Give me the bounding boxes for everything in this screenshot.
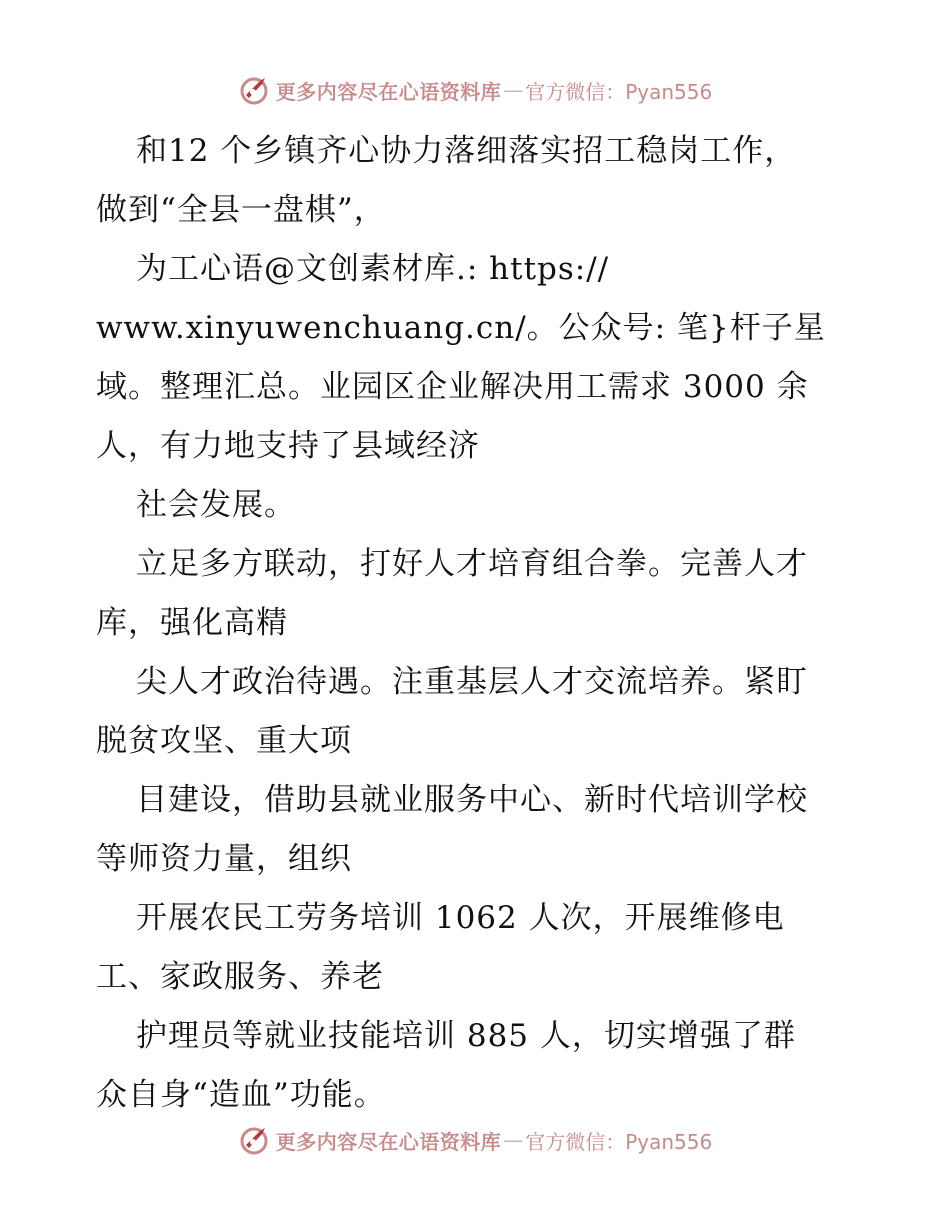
banner-title: 更多内容尽在心语资料库	[275, 1129, 502, 1154]
text-line: 等师资力量，组织	[96, 841, 352, 877]
header-banner	[0, 70, 950, 110]
pen-circle-logo-icon	[238, 1123, 272, 1157]
banner-wechat: 官方微信：Pyan556	[525, 79, 713, 104]
text-line: 立足多方联动，打好人才培育组合拳。完善人才	[136, 546, 808, 582]
text-line: 社会发展。	[136, 487, 296, 523]
text-line: 人，有力地支持了县域经济	[96, 428, 480, 464]
text-line: 众自身“造血”功能。	[96, 1077, 386, 1113]
text-line: 目建设，借助县就业服务中心、新时代培训学校	[136, 782, 808, 818]
text-line: 脱贫攻坚、重大项	[96, 723, 352, 759]
text-line: 域。整理汇总。业园区企业解决用工需求 3000 余	[96, 369, 809, 405]
text-line: 开展农民工劳务培训 1062 人次，开展维修电	[136, 900, 785, 936]
text-line: www.xinyuwenchuang.cn/。公众号: 笔}杆子星	[96, 310, 826, 346]
text-line: 尖人才政治待遇。注重基层人才交流培养。紧盯	[136, 664, 808, 700]
text-line: 为工心语@文创素材库.: https://	[136, 251, 610, 287]
banner-dash: —	[503, 78, 524, 102]
document-body	[96, 122, 866, 1125]
banner-wechat: 官方微信：Pyan556	[525, 1129, 713, 1154]
banner-title: 更多内容尽在心语资料库	[275, 79, 502, 104]
text-line: 工、家政服务、养老	[96, 959, 384, 995]
banner-dash: —	[503, 1128, 524, 1152]
text-line: 做到“全县一盘棋”，	[96, 192, 386, 228]
footer-banner	[0, 1120, 950, 1160]
pen-circle-logo-icon	[238, 73, 272, 107]
text-line: 护理员等就业技能培训 885 人，切实增强了群	[136, 1018, 796, 1054]
text-line: 和12 个乡镇齐心协力落细落实招工稳岗工作，	[136, 133, 797, 169]
text-line: 库，强化高精	[96, 605, 288, 641]
